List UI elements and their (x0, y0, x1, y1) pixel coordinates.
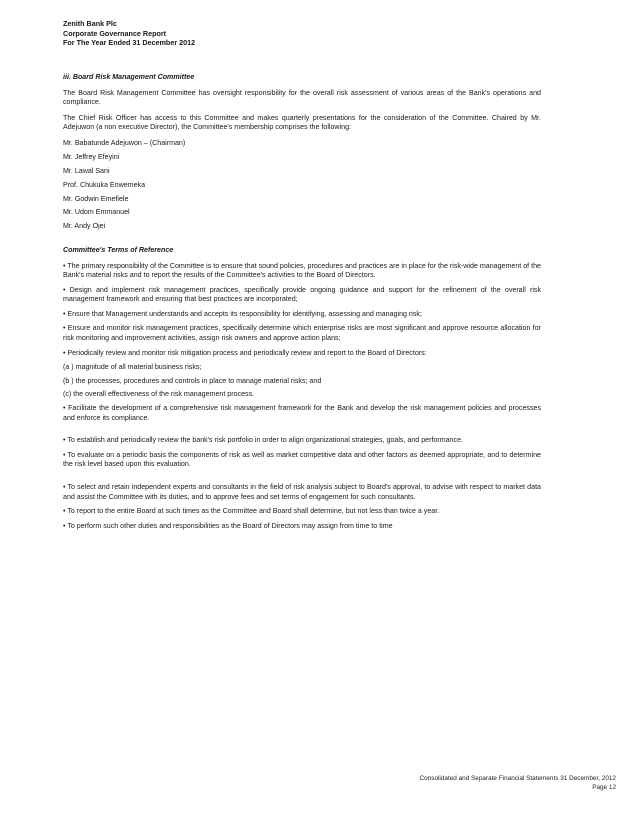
page-footer (316, 774, 616, 792)
member-item: Mr. Udom Emmanuel (63, 208, 130, 217)
section-title: iii. Board Risk Management Committee (63, 73, 195, 81)
document-body (63, 73, 541, 536)
terms-bullet: • Periodically review and monitor risk mitigation process and periodically review and report to the Board of Directors: (63, 348, 427, 357)
terms-bullet: • To establish and periodically review the bank's risk portfolio in order to align organizational strategies, goals, and performance. (63, 436, 463, 445)
member-item: Mr. Babatunde Adejuwon – (Chairman) (63, 138, 186, 147)
terms-bullet: • Ensure that Management understands and accepts its responsibility for identifying, assessing and managing risk; (63, 309, 422, 318)
report-period: For The Year Ended 31 December 2012 (63, 38, 196, 48)
member-item: Mr. Andy Ojei (63, 222, 106, 231)
member-item: Mr. Lawal Sani (63, 166, 110, 175)
terms-bullet: • To perform such other duties and responsibilities as the Board of Directors may assign from time to time (63, 521, 393, 530)
member-item: Mr. Godwin Emefiele (63, 194, 129, 203)
terms-bullet: • Ensure and monitor risk management practices, specifically determine which enterprise risks are most significant and approve resource allocation for risk monitoring and improvement activities, assign risk owners and approve action plans; (63, 324, 541, 343)
terms-subitem: (a ) magnitude of all material business risks; (63, 363, 202, 372)
footer-statement: Consolidated and Separate Financial Statements 31 December, 2012 (419, 775, 616, 782)
terms-bullet: • Facilitate the development of a comprehensive risk management framework for the Bank and develop the risk management policies and processes and enforce its compliance. (63, 404, 541, 422)
document-header (63, 19, 195, 48)
terms-title: Committee's Terms of Reference (63, 245, 174, 254)
section-paragraph: The Chief Risk Officer has access to this Committee and makes quarterly presentations for the consideration of the Committee. Chaired by Mr. Adejuwon (a non executive Director), the Committee's membership comprises the following: (63, 113, 541, 132)
members-list (63, 139, 541, 232)
terms-bullet: • Design and implement risk management practices, specifically provide ongoing guidance and support for the refinement of the overall risk management framework and ensuring that best practices are incorporated; (63, 285, 541, 304)
section-paragraph: The Board Risk Management Committee has oversight responsibility for the overall risk assessment of various areas of the Bank's operations and compliance. (63, 88, 541, 107)
company-name: Zenith Bank Plc (63, 19, 117, 28)
terms-bullet: • To report to the entire Board at such times as the Committee and Board shall determine, but not less than twice a year. (63, 507, 440, 516)
page-number: Page 12 (592, 784, 616, 791)
terms-bullet: • The primary responsibility of the Committee is to ensure that sound policies, procedures and practices are in place for the risk-wide management of the Bank's material risks and to report the results of the Committee's activities to the Board of Directors. (63, 261, 541, 280)
spacer (63, 428, 541, 436)
member-item: Prof. Chukuka Enwemeka (63, 180, 146, 189)
spacer (63, 475, 541, 483)
member-item: Mr. Jeffrey Efeyini (63, 152, 120, 161)
report-title: Corporate Governance Report (63, 28, 167, 38)
terms-bullet: • To evaluate on a periodic basis the components of risk as well as market competitive data and other factors as deemed appropriate, and to determine the risk level based upon this evaluation. (63, 450, 541, 469)
terms-bullet: • To select and retain independent experts and consultants in the field of risk analysis subject to Board's approval, to advise with respect to market data and assist the Committee with its duties, and to approve fees and set terms of engagement for such consultants. (63, 483, 541, 501)
terms-subitem: (c) the overall effectiveness of the risk management process. (63, 390, 255, 399)
terms-subitem: (b ) the processes, procedures and controls in place to manage material risks; and (63, 376, 322, 385)
